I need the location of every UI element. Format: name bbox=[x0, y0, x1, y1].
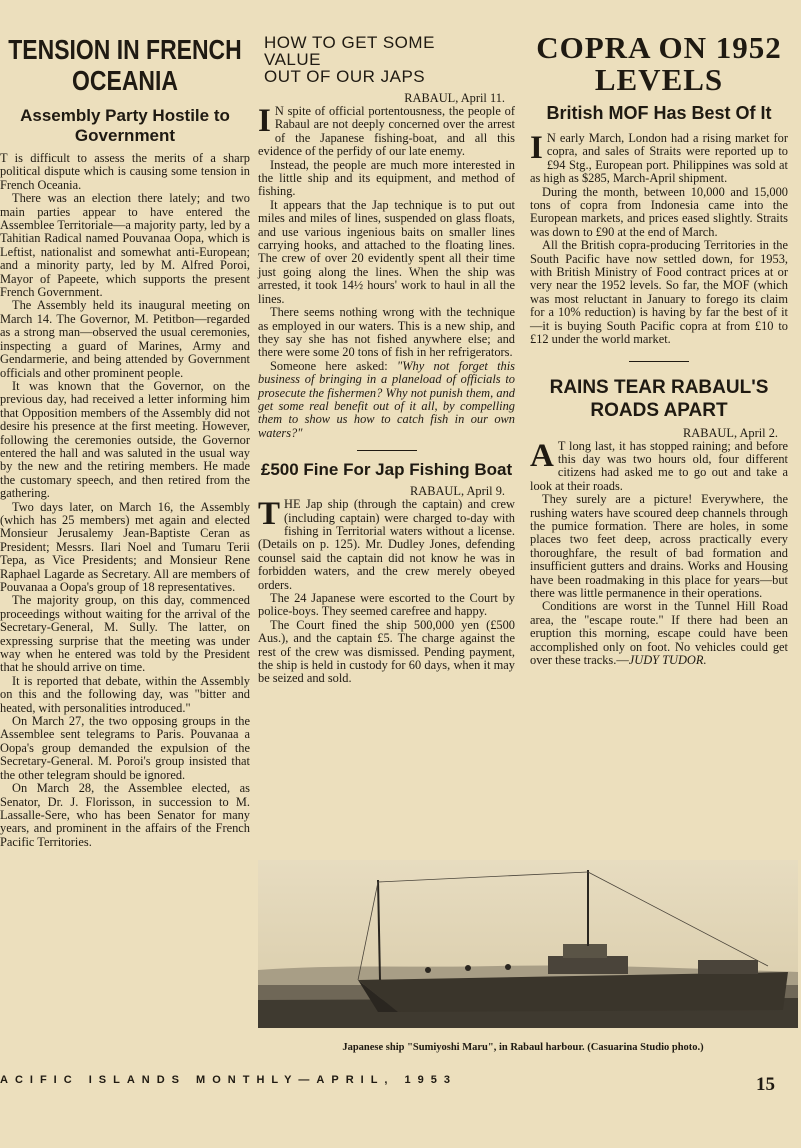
paragraph-text: T long last, it has stopped raining; and before this day was two hours old, four different citizens had asked me to go out and take a look at their roads. bbox=[530, 438, 788, 493]
headline-line: HOW TO GET SOME bbox=[264, 33, 435, 52]
paragraph bbox=[258, 498, 515, 592]
divider bbox=[629, 361, 689, 362]
paragraph: Instead, the people are much more interested in the little ship and its equipment, and method of fishing. bbox=[258, 157, 515, 199]
paragraph-text: Conditions are worst in the Tunnel Hill Road area, the "escape route." If there had been an eruption this morning, escape could have been accomplished only on foot. No vehicles could get over these tracks.— bbox=[530, 599, 788, 667]
divider bbox=[357, 450, 417, 451]
quote: "Why not forget this business of bringing in a planeload of officials to prosecute the fishermen? Why not punish them, and get some real benefit out of it all, by compelling them to show us how to catch fish in our own waters?" bbox=[258, 358, 515, 440]
paragraph: The Assembly held its inaugural meeting on March 14. The Governor, M. Petitbon—regarded as a strong man—observed the usual ceremonies, inspecting a guard of Marines, Army and Gendarmerie, and being attended by Government officials and other prominent people. bbox=[0, 298, 250, 380]
paragraph bbox=[258, 360, 515, 440]
headline-copra: COPRA ON 1952 LEVELS bbox=[536, 30, 782, 97]
page-number: 15 bbox=[756, 1074, 775, 1095]
headline-rains: RAINS TEAR RABAUL'S ROADS APART bbox=[549, 376, 769, 421]
ship-photo bbox=[258, 860, 798, 1028]
headline-line: OUT OF OUR JAPS bbox=[264, 67, 426, 86]
paragraph: On March 28, the Assemblee elected, as Senator, Dr. J. Florisson, in succession to M. Lassalle-Sere, who has been Senator for many years, and prominent in the affairs of the French Pacific Territories. bbox=[0, 781, 250, 849]
paragraph: Two days later, on March 16, the Assembly (which has 25 members) met again and elected Monsieur Jerusalemy Jean-Baptiste Ceran as President; Messrs. Ilari Noel and Tumaru Terii Tepa, as Vice Presidents; and Monsieur Rene Raphael Lagarde as Secretary. All are members of Pouvanaa a Oopa's group of 18 representatives. bbox=[0, 499, 250, 594]
middle-column bbox=[258, 30, 515, 686]
paragraph-text: N spite of official portentousness, the people of Rabaul are not deeply concerned over the arrest of the Japanese fishing-boat, and all this evidence of the perfidy of our late enemy. bbox=[258, 104, 515, 159]
paragraph: On March 27, the two opposing groups in the Assemblee sent telegrams to Paris. Pouvanaa a Oopa's group demanded the expulsion of the Secretary-General. M. Poroi's group insisted that the other telegram should be ignored. bbox=[0, 714, 250, 782]
paragraph: The Court fined the ship 500,000 yen (£500 Aus.), and the captain £5. The charge against the rest of the crew was dismissed. Pending payment, the ship is held in custody for 60 days, when it may be seized and sold. bbox=[258, 617, 515, 686]
headline-line: VALUE bbox=[264, 50, 321, 69]
paragraph: T is difficult to assess the merits of a sharp political dispute which is causing some tension in French Oceania. bbox=[0, 151, 250, 192]
dateline: RABAUL, April 9. bbox=[410, 484, 505, 499]
subhead-assembly: Assembly Party Hostile to Government bbox=[20, 106, 230, 145]
paragraph bbox=[530, 600, 788, 667]
paragraph: There was an election there lately; and two main parties appear to have entered the Assemblee Territoriale—a majority party, led by a Tahitian Radical named Pouvanaa Oopa, which is Leftist, nationalist and somewhat anti-European; and a minority party, led by M. Alfred Poroi, Mayor of Papeete, which supports the present French Government. bbox=[0, 191, 250, 300]
paragraph bbox=[530, 437, 788, 494]
quote-intro: Someone here asked: bbox=[270, 358, 397, 373]
headline-tension: TENSION IN FRENCH OCEANIA bbox=[8, 34, 242, 96]
dropcap: I bbox=[530, 130, 543, 166]
dropcap: I bbox=[258, 103, 271, 139]
subhead-mof: British MOF Has Best Of It bbox=[546, 103, 772, 123]
paragraph: During the month, between 10,000 and 15,000 tons of copra from Indonesia came into the European markets, and prices eased slightly. Straits was down to £90 at the end of March. bbox=[530, 184, 788, 239]
paragraph: It appears that the Jap technique is to put out miles and miles of lines, suspended on glass floats, and use various ingenious baits on smaller lines carrying hooks, and attached to the floating lines. The crew of over 20 evidently spent all their time just going along the lines. When the ship was arrested, it took 14½ hours' work to haul in all the lines. bbox=[258, 197, 515, 306]
page-footer bbox=[0, 1074, 801, 1098]
paragraph: All the British copra-producing Territories in the South Pacific have now settled down, for 1953, with British Ministry of Food contract prices at or very near the 1952 levels. So far, the MOF (which was most reluctant in January to forego its claim for a 10% reduction) is having by far the best of it—it is buying South Pacific copra at from £10 to £12 under the world market. bbox=[530, 238, 788, 347]
paragraph: The 24 Japanese were escorted to the Court by police-boys. They seemed carefree and happy. bbox=[258, 591, 515, 619]
paragraph: It was known that the Governor, on the previous day, had received a letter informing him that Opposition members of the Assembly did not desire his presence at the first meeting. However, following the ceremonies outside, the Governor entered the hall and was saluted in the usual way by the new and the retiring members. He made the customary speech, and then retired from the gathering. bbox=[0, 378, 250, 501]
left-column bbox=[0, 30, 250, 849]
right-column bbox=[530, 30, 788, 667]
paragraph bbox=[530, 132, 788, 186]
paragraph-text: N early March, London had a rising market for copra, and sales of Straits were reported up to £94 Stg., European port. Philippines was sold at as high as $285, March-April shipment. bbox=[530, 131, 788, 186]
paragraph: There seems nothing wrong with the technique as employed in our waters. This is a new ship, and they say she has not fished anywhere else; and there were some 20 tons of fish in her refrigerators. bbox=[258, 305, 515, 360]
paragraph: The majority group, on this day, commenced proceedings without waiting for the arrival of the Secretary-General, M. Sully. The latter, on expressing surprise that the meeting was under way when he entered was told by the President that he should arrive on time. bbox=[0, 593, 250, 675]
headline-fine: £500 Fine For Jap Fishing Boat bbox=[260, 460, 513, 480]
headline-value bbox=[264, 34, 515, 85]
paragraph: It is reported that debate, within the Assembly on this and the following day, was "bitter and heated, with personalities introduced." bbox=[0, 673, 250, 715]
paragraph: They surely are a picture! Everywhere, the rushing waters have scoured deep channels through the pumice formation. There are holes, in some places two feet deep, across practically every thoroughfare, the result of bad formation and insufficient gutters and drains. Works and Housing have been roadmaking in this place for years—but there was little permanence in their operations. bbox=[530, 492, 788, 600]
dropcap: T bbox=[258, 496, 281, 533]
photo-caption: Japanese ship "Sumiyoshi Maru", in Rabaul harbour. (Casuarina Studio photo.) bbox=[342, 1042, 704, 1053]
byline: JUDY TUDOR. bbox=[628, 653, 707, 667]
footer-masthead: ACIFIC ISLANDS MONTHLY—APRIL, 1953 bbox=[0, 1074, 458, 1086]
dropcap: A bbox=[530, 437, 554, 474]
paragraph-text: HE Jap ship (through the captain) and crew (including captain) were charged to-day with fishing in Territorial waters without a license. (Details on p. 125). Mr. Dudley Jones, defending counsel said the captain did not know he was in forbidden waters, and the crew merely obeyed orders. bbox=[258, 497, 515, 592]
dateline: RABAUL, April 11. bbox=[404, 91, 505, 105]
paragraph bbox=[258, 105, 515, 159]
dateline: RABAUL, April 2. bbox=[683, 425, 778, 440]
